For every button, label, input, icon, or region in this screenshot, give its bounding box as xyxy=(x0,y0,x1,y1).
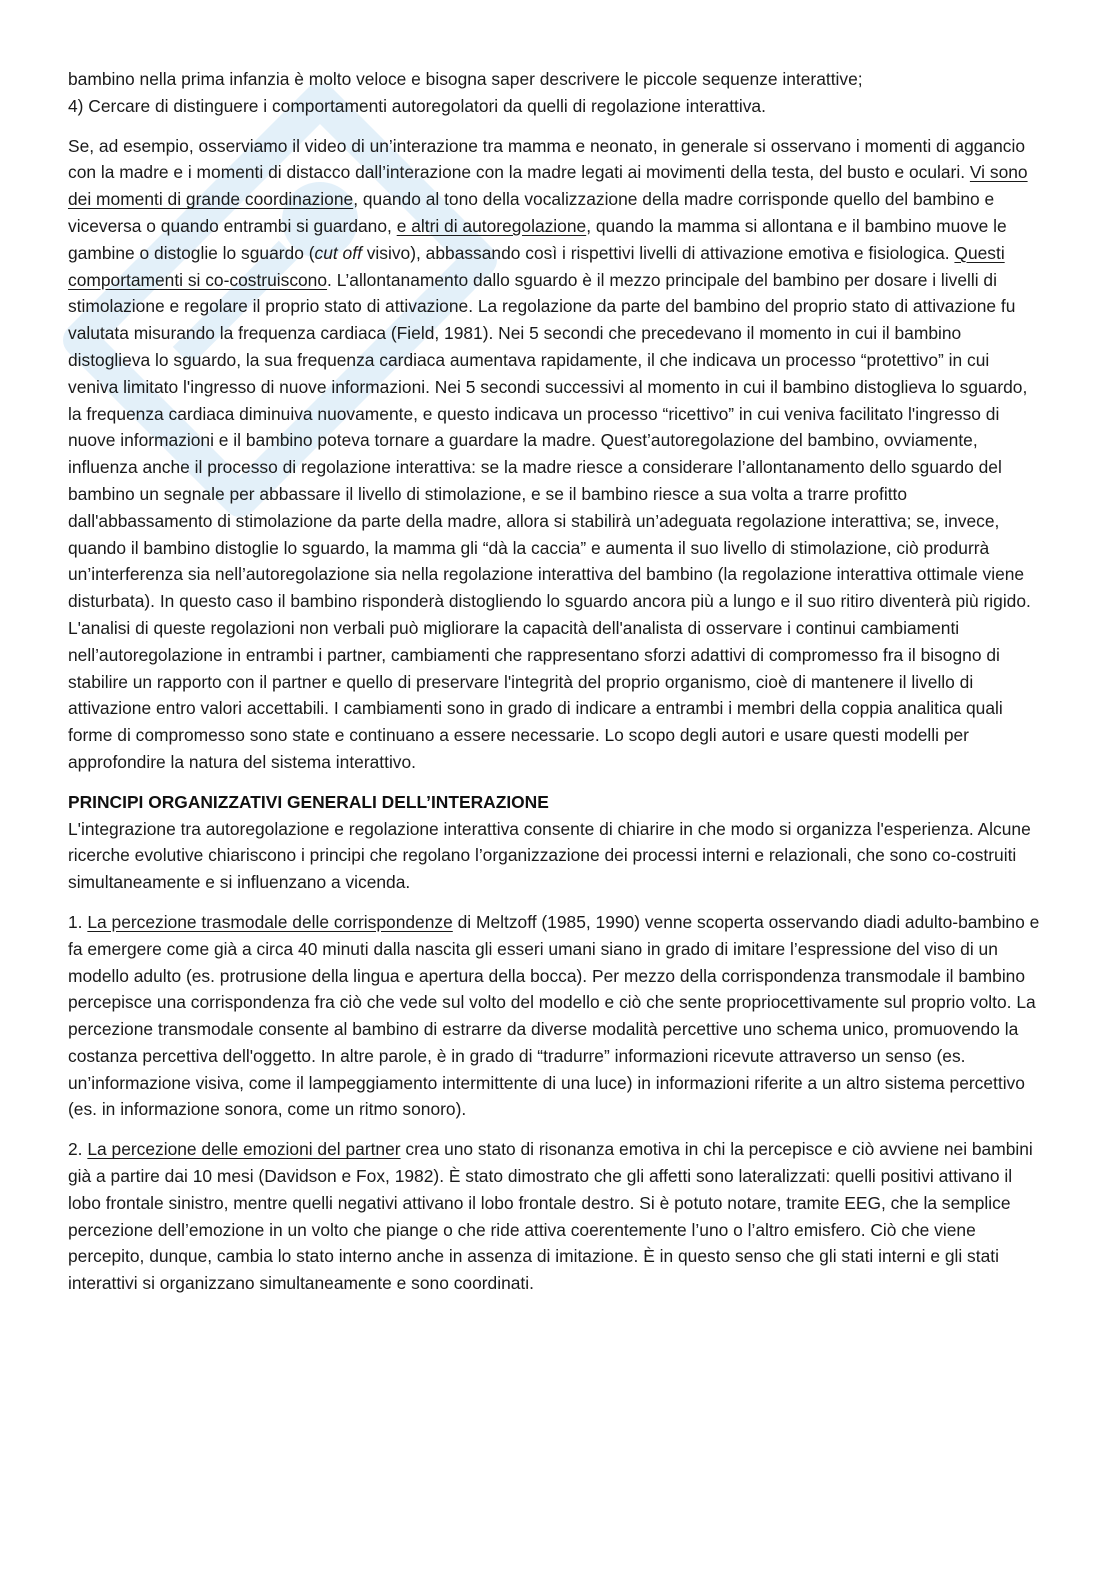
intro-line-1: bambino nella prima infanzia è molto veloce e bisogna saper descrivere le piccole sequenze interattive; xyxy=(68,69,863,89)
item-2-text: crea uno stato di risonanza emotiva in chi la percepisce e ciò avviene nei bambini già a partire dai 10 mesi (Davidson e Fox, 1982). È stato dimostrato che gli affetti sono lateralizzati: quelli positivi attivano il lobo frontale sinistro, mentre quelli negativi attivano il lobo frontale destro. Si è potuto notare, tramite EEG, che la semplice percezione dell’emozione in un volto che piange o che ride attiva coerentemente l’uno o l’altro emisfero. Ciò che viene percepito, dunque, cambia lo stato interno anche in assenza di imitazione. È in questo senso che gli stati interni e gli stati interattivi si organizzano simultaneamente e sono coordinati. xyxy=(68,1139,1033,1294)
underlined-coordination: Vi sono dei momenti di grande coordinazione xyxy=(68,162,1028,210)
italic-cut-off: cut off xyxy=(314,242,362,263)
p1-text-e: . L’allontanamento dallo sguardo è il mezzo principale del bambino per dosare i livelli di stimolazione e regolare il proprio stato di attivazione. La regolazione da parte del bambino del proprio stato di attivazione fu valutata misurando la frequenza cardiaca (Field, 1981). Nei 5 secondi che precedevano il momento in cui il bambino distoglieva lo sguardo, la sua frequenza cardiaca aumentava rapidamente, il che indicava un processo “protettivo” in cui veniva limitato l'ingresso di nuove informazioni. Nei 5 secondi successivi al momento in cui il bambino distoglieva lo sguardo, la frequenza cardiaca diminuiva nuovamente, e questo indicava un processo “ricettivo” in cui veniva facilitato l'ingresso di nuove informazioni e il bambino poteva tornare a guardare la madre. Quest’autoregolazione del bambino, ovviamente, influenza anche il processo di regolazione interattiva: se la madre riesce a considerare l’allontanamento dello sguardo del bambino un segnale per abbassare il livello di stimolazione, e se il bambino riesce a sua volta a trarre profitto dall'abbassamento di stimolazione da parte della madre, allora si stabilirà un’adeguata regolazione interattiva; se, invece, quando il bambino distoglie lo sguardo, la mamma gli “dà la caccia” e aumenta il suo livello di stimolazione, ciò produrrà un’interferenza sia nell’autoregolazione sia nella regolazione interattiva del bambino (la regolazione interattiva ottimale viene disturbata). In questo caso il bambino risponderà distogliendo lo sguardo ancora più a lungo e il suo ritiro diventerà più rigido. xyxy=(68,269,1031,612)
item-1-underlined-title: La percezione trasmodale delle corrispondenze xyxy=(87,911,453,932)
section-intro: L'integrazione tra autoregolazione e regolazione interattiva consente di chiarire in che modo si organizza l'esperienza. Alcune ricerche evolutive chiariscono i principi che regolano l’organizzazione dei processi interni e relazionali, che sono co-costruiti simultaneamente e si influenzano a vicenda. xyxy=(68,818,1031,893)
intro-line-2: 4) Cercare di distinguere i comportamenti autoregolatori da quelli di regolazione interattiva. xyxy=(68,95,766,116)
p1-text-d: visivo), abbassando così i rispettivi livelli di attivazione emotiva e fisiologica. xyxy=(361,242,955,263)
paragraph-analysis: L'analisi di queste regolazioni non verbali può migliorare la capacità dell'analista di osservare i continui cambiamenti nell’autoregolazione in entrambi i partner, cambiamenti che rappresentano sforzi adattivi di compromesso fra il bisogno di stabilire un rapporto con il partner e quello di preservare l'integrità del proprio organismo, cioè di mantenere il livello di attivazione entro valori accettabili. I cambiamenti sono in grado di indicare a entrambi i membri della coppia analitica quali forme di compromesso sono state e continuano a essere necessarie. Lo scopo degli autori e usare questi modelli per approfondire la natura del sistema interattivo. xyxy=(68,617,1003,772)
p1-text-a: Se, ad esempio, osserviamo il video di un’interazione tra mamma e neonato, in generale si osservano i momenti di aggancio con la madre e i momenti di distacco dall’interazione con la madre legati ai movimenti della testa, del busto e oculari. xyxy=(68,135,1026,183)
intro-paragraph xyxy=(68,66,1043,120)
paragraph-interaction-video xyxy=(68,133,1043,615)
item-1-text: di Meltzoff (1985, 1990) venne scoperta osservando diadi adulto-bambino e fa emergere come già a circa 40 minuti dalla nascita gli esseri umani siano in grado di imitare l’espressione del viso di un modello adulto (es. protrusione della lingua e apertura della bocca). Per mezzo della corrispondenza transmodale il bambino percepisce una corrispondenza fra ciò che vede sul volto del modello e ciò che sente propriocettivamente sul proprio volto. La percezione transmodale consente al bambino di estrarre da diverse modalità percettive uno schema unico, promuovendo la costanza percettiva dell'oggetto. In altre parole, è in grado di “tradurre” informazioni ricevute attraverso un senso (es. un’informazione visiva, come il lampeggiamento intermittente di una luce) in informazioni riferite a un altro sistema percettivo (es. in informazione sonora, come un ritmo sonoro). xyxy=(68,911,1040,1120)
p1-text-c: , quando la mamma si allontana e il bambino muove le gambine o distoglie lo sguardo ( xyxy=(68,215,1007,263)
underlined-autoregulation: e altri di autoregolazione xyxy=(396,215,587,236)
list-item-2 xyxy=(68,1136,1043,1297)
document-page xyxy=(68,66,1043,1310)
item-2-underlined-title: La percezione delle emozioni del partner xyxy=(87,1139,401,1160)
p1-text-b: , quando al tono della vocalizzazione della madre corrisponde quello del bambino e viceversa o quando entrambi si guardano, xyxy=(68,189,995,236)
list-item-1 xyxy=(68,909,1043,1123)
item-2-number: 2. xyxy=(68,1139,88,1160)
item-1-number: 1. xyxy=(68,911,88,932)
section-title: PRINCIPI ORGANIZZATIVI GENERALI DELL’INTERAZIONE xyxy=(68,791,549,812)
underlined-co-construction: Questi comportamenti si co-costruiscono xyxy=(68,242,1005,290)
